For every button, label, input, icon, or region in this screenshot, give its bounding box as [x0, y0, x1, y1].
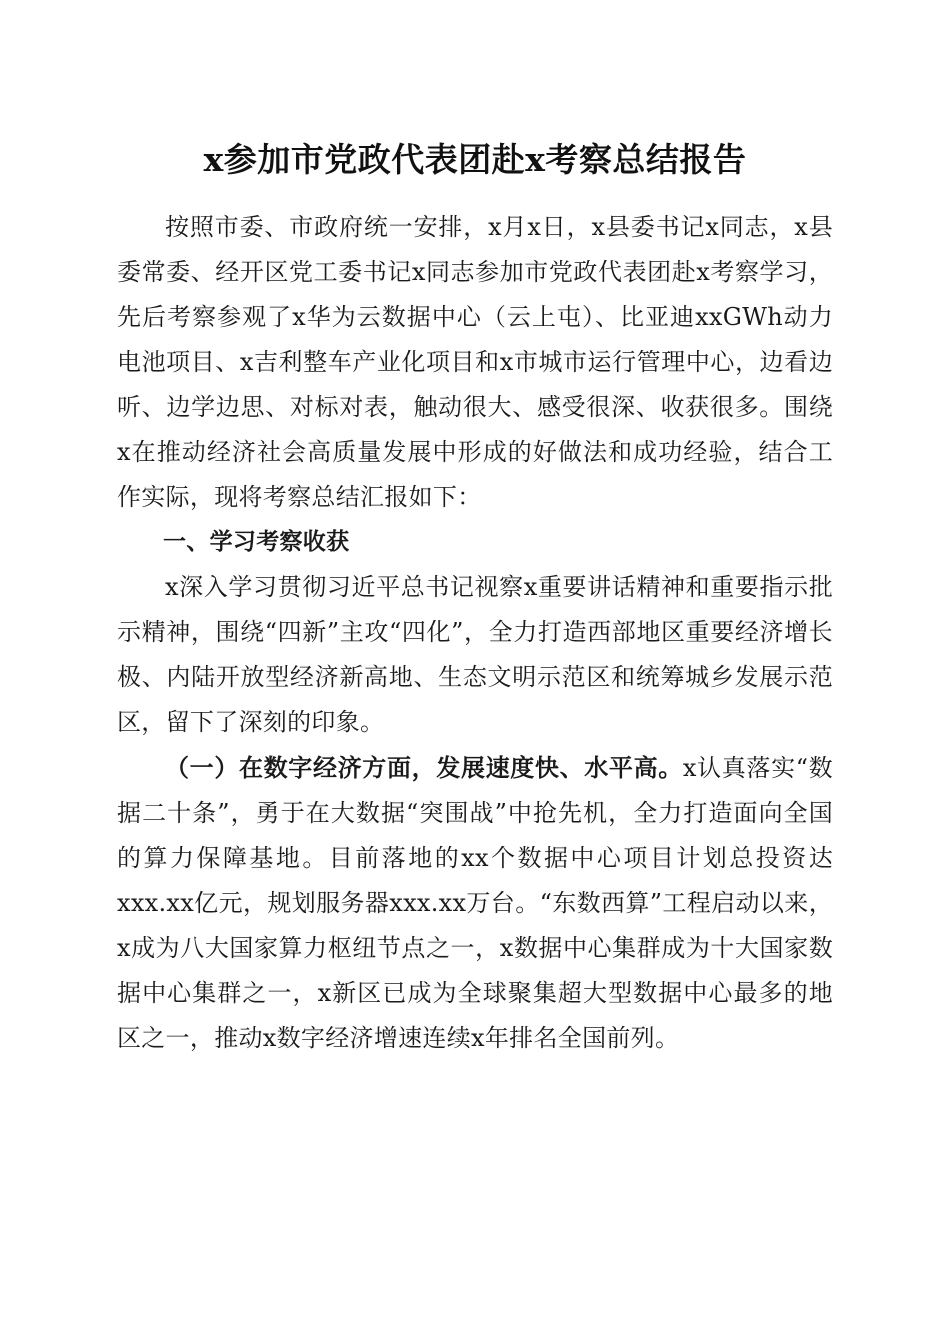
subsection-1-paragraph	[117, 745, 833, 1061]
subsection-1-body: x认真落实“数据二十条”，勇于在大数据“突围战”中抢先机，全力打造面向全国的算力保障基地。目前落地的xx个数据中心项目计划总投资达xxx.xx亿元，规划服务器xxx.xx万台。“东数西算”工程启动以来，x成为八大国家算力枢纽节点之一，x数据中心集群成为十大国家数据中心集群之一，x新区已成为全球聚集超大型数据中心最多的地区之一，推动x数字经济增速连续x年排名全国前列。	[117, 754, 833, 1052]
section-1-intro-paragraph: x深入学习贯彻习近平总书记视察x重要讲话精神和重要指示批示精神，围绕“四新”主攻“四化”，全力打造西部地区重要经济增长极、内陆开放型经济新高地、生态文明示范区和统筹城乡发展示范区，留下了深刻的印象。	[117, 573, 833, 736]
subsection-1-lead: （一）在数字经济方面，发展速度快、水平高。	[165, 753, 683, 782]
document-title: x参加市党政代表团赴x考察总结报告	[203, 140, 747, 179]
intro-paragraph: 按照市委、市政府统一安排，x月x日，x县委书记x同志，x县委常委、经开区党工委书记x同志参加市党政代表团赴x考察学习，先后考察参观了x华为云数据中心（云上屯）、比亚迪xxGWh动力电池项目、x吉利整车产业化项目和x市城市运行管理中心，边看边听、边学边思、对标对表，触动很大、感受很深、收获很多。围绕x在推动经济社会高质量发展中形成的好做法和成功经验，结合工作实际，现将考察总结汇报如下：	[117, 213, 833, 511]
document-body	[117, 205, 833, 1061]
section-heading-1: 一、学习考察收获	[163, 529, 350, 555]
